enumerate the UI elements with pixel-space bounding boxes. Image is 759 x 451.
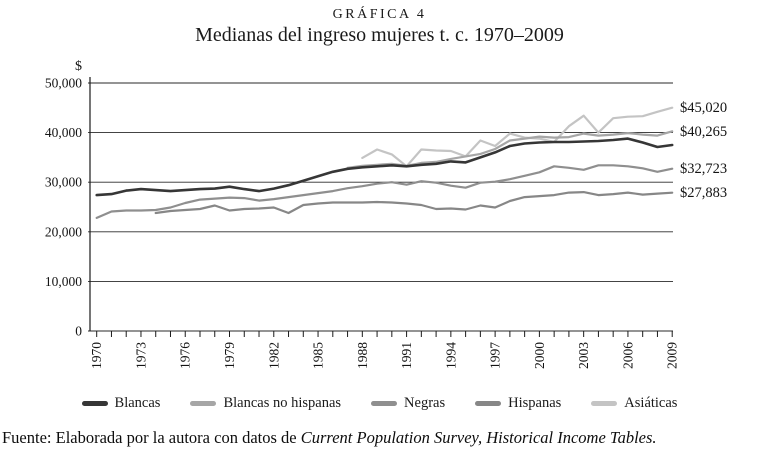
svg-text:1985: 1985 [310,342,326,369]
svg-text:1979: 1979 [222,342,238,369]
svg-text:2006: 2006 [620,342,636,369]
legend-label: Hispanas [508,394,562,411]
svg-text:1991: 1991 [399,342,415,369]
svg-text:30,000: 30,000 [44,174,82,190]
svg-text:10,000: 10,000 [44,273,82,289]
chart-canvas [0,55,759,385]
legend-label: Negras [404,394,446,411]
legend-item-asiaticas [591,395,677,412]
legend-label: Asiáticas [624,394,678,411]
figure-kicker: GRÁFICA 4 [332,7,427,22]
svg-text:50,000: 50,000 [44,75,82,91]
legend-item-blancas-no-hispanas [190,395,341,412]
line-swatch-icon [591,401,617,406]
legend-item-negras [371,395,445,412]
svg-text:1976: 1976 [177,342,193,369]
line-swatch-icon [190,401,216,406]
svg-text:1988: 1988 [354,342,370,369]
svg-text:$32,723: $32,723 [680,161,728,178]
svg-text:2009: 2009 [664,342,680,369]
source-note-prefix: Fuente: Elaborada por la autora con datos de [2,428,301,447]
svg-text:$: $ [75,59,82,74]
svg-text:1997: 1997 [487,341,503,369]
source-note [2,428,759,448]
svg-text:1994: 1994 [443,342,459,369]
legend-item-hispanas [475,395,561,412]
svg-text:20,000: 20,000 [44,224,82,240]
svg-text:2003: 2003 [576,342,592,369]
chart-title: Medianas del ingreso mujeres t. c. 1970–2009 [195,24,564,46]
svg-text:2000: 2000 [531,342,547,369]
line-swatch-icon [82,401,108,406]
line-swatch-icon [371,401,397,406]
svg-text:1970: 1970 [89,342,105,369]
svg-text:$40,265: $40,265 [680,123,728,140]
line-swatch-icon [475,401,501,406]
svg-text:1973: 1973 [133,342,149,369]
svg-text:1982: 1982 [266,342,282,369]
legend-label: Blancas no hispanas [223,394,342,411]
chart-legend [0,391,759,415]
svg-text:40,000: 40,000 [44,125,82,141]
svg-text:$45,020: $45,020 [680,100,728,117]
svg-text:$27,883: $27,883 [680,185,728,202]
legend-item-blancas [82,395,161,412]
chart-region [0,55,759,385]
svg-text:0: 0 [75,323,82,339]
legend-label: Blancas [114,394,161,411]
source-note-citation: Current Population Survey, Historical Income Tables. [300,428,657,447]
